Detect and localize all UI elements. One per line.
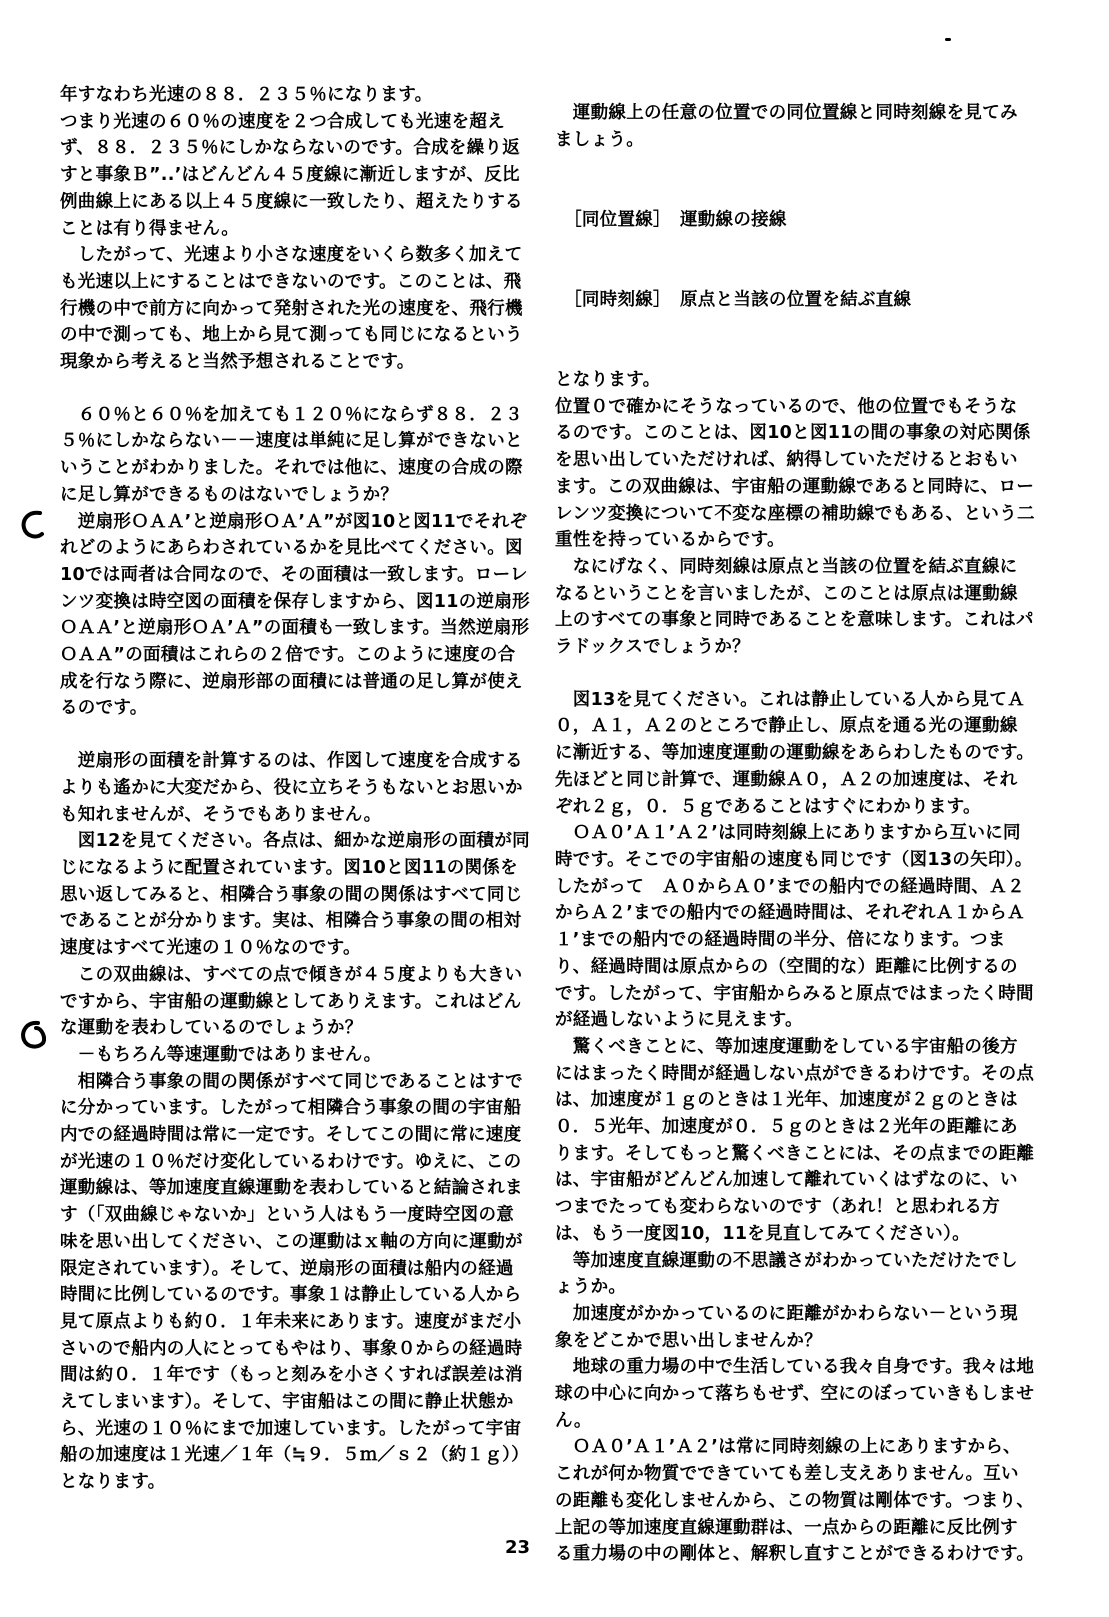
scan-speck [945, 38, 951, 41]
paragraph: ６０％と６０％を加えても１２０％にならず８８．２３５％にしかならない－－速度は単純に足し算ができないということがわかりました。それでは他に、速度の合成の際に足し算ができるものはないでしょうか？ 逆扇形ＯＡＡ’と逆扇形ＯＡ’Ａ”が図10と図11でそれぞれどのようにあらわされているかを見比べてください。図10では両者は合同なので、その面積は一致します。ローレンツ変換は時空図の面積を保存しますから、図11の逆扇形ＯＡＡ’と逆扇形ＯＡ’Ａ”の面積も一致します。当然逆扇形ＯＡＡ”の面積はこれらの２倍です。このように速度の合成を行なう際に、逆扇形部の面積には普通の足し算が使えるのです。 [60, 404, 530, 719]
definition-desc: 原点と当該の位置を結ぶ直線 [679, 289, 912, 310]
definition-term: ［同位置線］ [572, 209, 663, 230]
margin-circle-mark [20, 510, 46, 540]
page-number: 23 [505, 1537, 531, 1558]
right-column [555, 100, 1035, 1568]
paragraph: 図13を見てください。これは静止している人から見てＡ０，Ａ１，Ａ２のところで静止し、原点を通る光の運動線に漸近する、等加速度運動の運動線をあらわしたものです。先ほどと同じ計算で、運動線Ａ０，Ａ２の加速度は、それぞれ２ｇ，０．５ｇであることはすぐにわかります。 ＯＡ０’Ａ１’Ａ２’は同時刻線上にありますから互いに同時です。そこでの宇宙船の速度も同じです（図13の矢印）。したがって Ａ０からＡ０’までの船内での経過時間、Ａ２からＡ２’までの船内での経過時間は、それぞれＡ１からＡ１’までの船内での経過時間の半分、倍になります。つまり、経過時間は原点からの（空間的な）距離に比例するのです。したがって、宇宙船からみると原点ではまったく時間が経過しないように見えます。 驚くべきことに、等加速度運動をしている宇宙船の後方にはまったく時間が経過しない点ができるわけです。その点は、加速度が１ｇのときは１光年、加速度が２ｇのときは０．５光年、加速度が０．５ｇのときは２光年の距離にあります。そしてもっと驚くべきことには、その点までの距離は、宇宙船がどんどん加速して離れていくはずなのに、いつまでたっても変わらないのです（あれ！と思われる方は、もう一度図10，11を見直してみてください）。 等加速度直線運動の不思議さがわかっていただけたでしょうか。 加速度がかかっているのに距離がかわらない－という現象をどこかで思い出しませんか？ 地球の重力場の中で生活している我々自身です。我々は地球の中心に向かって落ちもせず、空にのぼっていきもしません。 ＯＡ０’Ａ１’Ａ２’は常に同時刻線の上にありますから、これが何か物質でできていても差し支えありません。互いの距離も変化しませんから、この物質は剛体です。つまり、上記の等加速度直線運動群は、一点からの距離に反比例する重力場の中の剛体と、解釈し直すことができるわけです。 [555, 689, 1035, 1565]
definition-item [555, 287, 1035, 314]
paragraph: となります。 位置０で確かにそうなっているので、他の位置でもそうなるのです。このことは、図10と図11の間の事象の対応関係を思い出していただければ、納得していただけるとおもいます。この双曲線は、宇宙船の運動線であると同時に、ローレンツ変換について不変な座標の補助線でもある、という二重性を持っているからです。 なにげなく、同時刻線は原点と当該の位置を結ぶ直線になるということを言いましたが、このことは原点は運動線上のすべての事象と同時であることを意味します。これはパラドックスでしょうか？ [555, 370, 1035, 658]
paragraph: 逆扇形の面積を計算するのは、作図して速度を合成するよりも遙かに大変だから、役に立ちそうもないとお思いかも知れませんが、そうでもありません。 図12を見てください。各点は、細かな逆扇形の面積が同じになるように配置されています。図10と図11の関係を思い返してみると、相隣合う事象の間の関係はすべて同じであることが分かります。実は、相隣合う事象の間の相対速度はすべて光速の１０％なのです。 この双曲線は、すべての点で傾きが４５度よりも大きいですから、宇宙船の運動線としてありえます。これはどんな運動を表わしているのでしょうか？ －もちろん等速運動ではありません。 相隣合う事象の間の関係がすべて同じであることはすでに分かっています。したがって相隣合う事象の間の宇宙船内での経過時間は常に一定です。そしてこの間に常に速度が光速の１０％だけ変化しているわけです。ゆえに、この運動線は、等加速度直線運動を表わしていると結論されます（「双曲線じゃないか」という人はもう一度時空図の意味を思い出してください、この運動はｘ軸の方向に運動が限定されています）。そして、逆扇形の面積は船内の経過時間に比例しているのです。事象１は静止している人から見て原点よりも約０．１年未来にあります。速度がまだ小さいので船内の人にとってもやはり、事象０からの経過時間は約０．１年です（もっと刻みを小さくすれば誤差は消えてしまいます）。そして、宇宙船はこの間に静止状態から、光速の１０％にまで加速しています。したがって宇宙船の加速度は１光速／１年（≒９．５ｍ／ｓ２（約１ｇ））となります。 [60, 751, 530, 1493]
paragraph: 運動線上の任意の位置での同位置線と同時刻線を見てみましょう。 [555, 103, 1018, 150]
left-column [60, 82, 530, 1496]
margin-circle-mark [20, 1020, 46, 1050]
definition-list [555, 153, 1035, 367]
paragraph: 年すなわち光速の８８．２３５％になります。 つまり光速の６０％の速度を２つ合成しても光速を超えず、８８．２３５％にしかならないのです。合成を繰り返すと事象Ｂ”..’はどんどん４５度線に漸近しますが、反比例曲線上にある以上４５度線に一致したり、超えたりすることは有り得ません。 したがって、光速より小さな速度をいくら数多く加えても光速以上にすることはできないのです。このことは、飛行機の中で前方に向かって発射された光の速度を、飛行機の中で測っても、地上から見て測っても同じになるという現象から考えると当然予想されることです。 [60, 85, 523, 373]
definition-item [555, 207, 1035, 234]
definition-term: ［同時刻線］ [572, 289, 663, 310]
definition-desc: 運動線の接線 [679, 209, 787, 230]
